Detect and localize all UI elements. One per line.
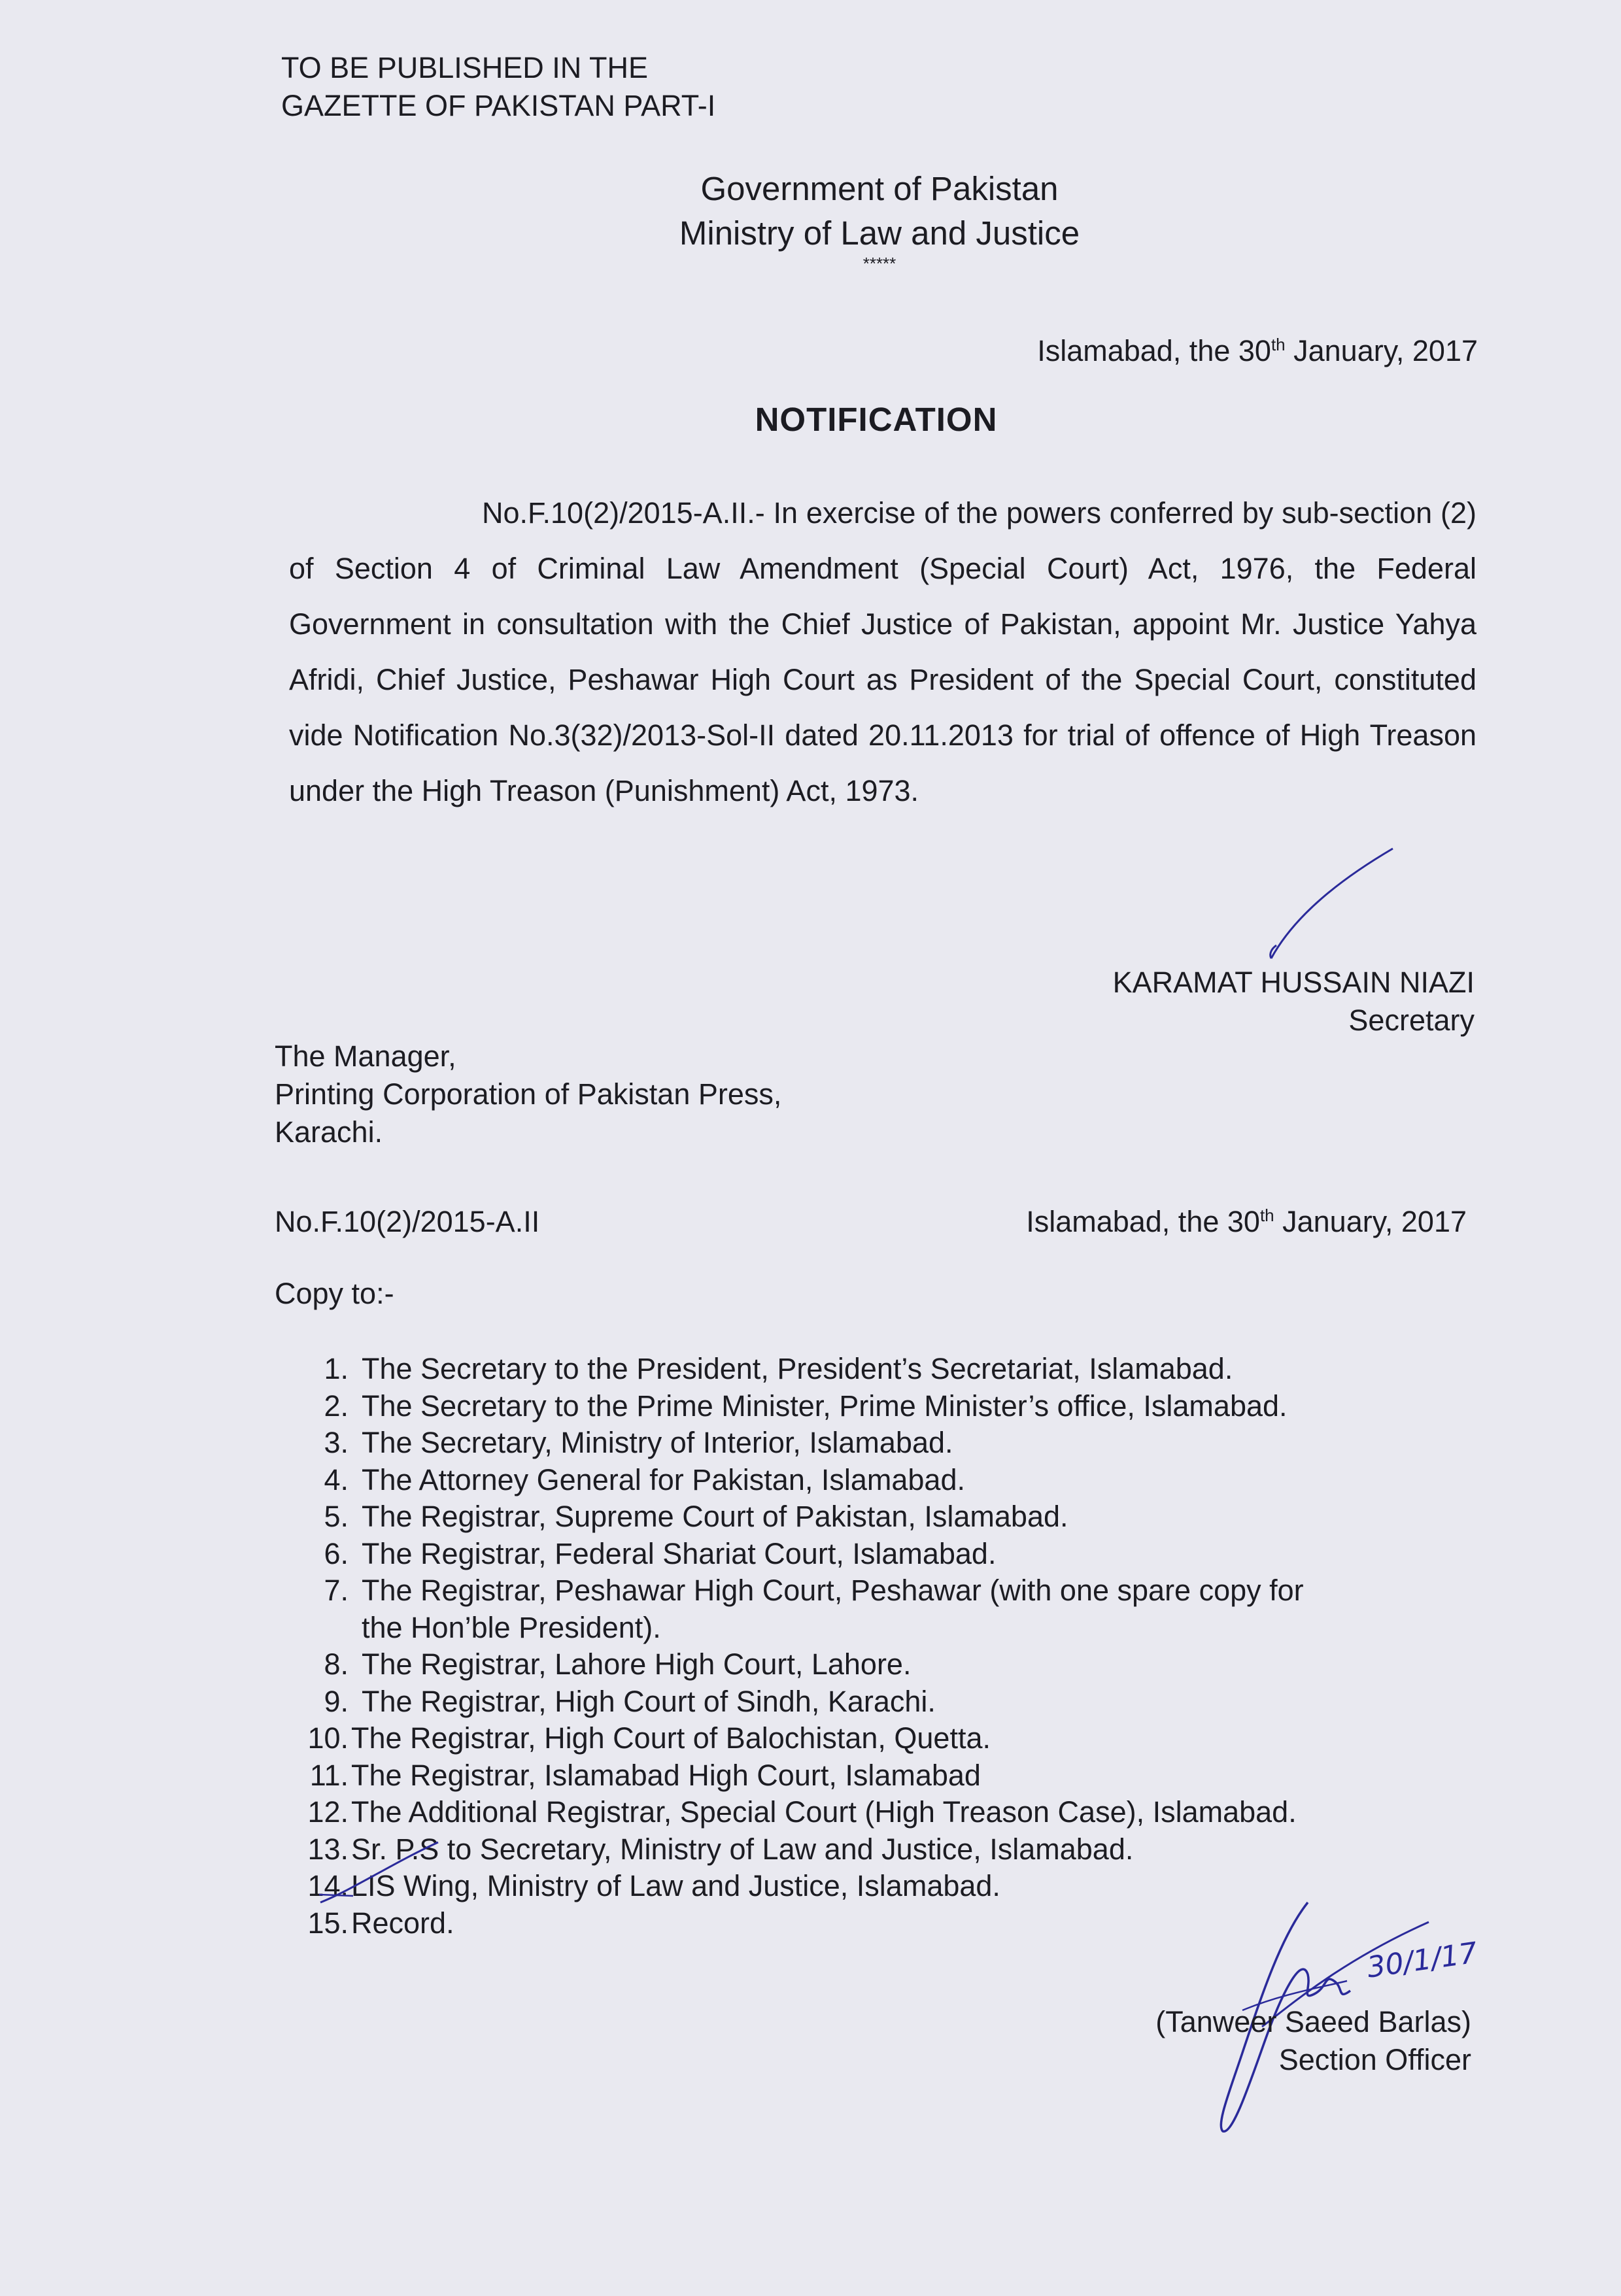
date-prefix: Islamabad, the 30 (1037, 334, 1271, 367)
list-item: 13. Sr. P.S to Secretary, Ministry of Law and Justice, Islamabad. (307, 1832, 1134, 1866)
secretary-designation: Secretary (1348, 1004, 1475, 1037)
list-item: 15. Record. (307, 1906, 454, 1940)
ref-date-sup: th (1259, 1206, 1274, 1225)
ministry-name: Ministry of Law and Justice (679, 214, 1080, 252)
reference-date (850, 1203, 1467, 1241)
notification-date (850, 332, 1478, 370)
ref-date-prefix: Islamabad, the 30 (1026, 1205, 1260, 1238)
gazette-header (281, 49, 715, 125)
addressee-line-2: Printing Corporation of Pakistan Press, (275, 1077, 782, 1111)
list-item: 12. The Additional Registrar, Special Court (High Treason Case), Islamabad. (307, 1795, 1297, 1829)
government-name: Government of Pakistan (700, 170, 1059, 207)
secretary-name: KARAMAT HUSSAIN NIAZI (1112, 966, 1475, 999)
section-officer-name: (Tanweer Saeed Barlas) (1155, 2005, 1471, 2038)
date-sup: th (1271, 335, 1286, 354)
list-item: 3. The Secretary, Ministry of Interior, Islamabad. (324, 1426, 953, 1459)
header-stars: ***** (862, 254, 896, 273)
government-header (615, 167, 1144, 271)
list-item: 14. LIS Wing, Ministry of Law and Justice, Islamabad. (307, 1869, 1000, 1902)
list-item: 2. The Secretary to the Prime Minister, Prime Minister’s office, Islamabad. (324, 1389, 1288, 1423)
list-item: 11. The Registrar, Islamabad High Court, Islamabad (309, 1758, 981, 1792)
list-item: 8. The Registrar, Lahore High Court, Lahore. (324, 1647, 912, 1681)
list-item: 9. The Registrar, High Court of Sindh, Karachi. (324, 1684, 936, 1718)
date-suffix: January, 2017 (1285, 334, 1478, 367)
section-officer-designation: Section Officer (1278, 2043, 1471, 2076)
gazette-line-1: TO BE PUBLISHED IN THE (281, 51, 648, 84)
list-item: 6. The Registrar, Federal Shariat Court, Islamabad. (324, 1536, 997, 1570)
list-item: 10. The Registrar, High Court of Balochistan, Quetta. (307, 1721, 991, 1755)
secretary-block (915, 964, 1475, 1039)
section-officer-block (981, 2003, 1471, 2079)
gazette-line-2: GAZETTE OF PAKISTAN PART-I (281, 89, 716, 122)
list-item: 1. The Secretary to the President, President’s Secretariat, Islamabad. (324, 1352, 1233, 1385)
list-item: 5. The Registrar, Supreme Court of Pakistan, Islamabad. (324, 1500, 1068, 1533)
addressee-line-3: Karachi. (275, 1115, 383, 1149)
reference-number: No.F.10(2)/2015-A.II (275, 1205, 540, 1238)
secretary-signature (1242, 843, 1399, 968)
list-item: 4. The Attorney General for Pakistan, Islamabad. (324, 1462, 965, 1496)
copy-list (299, 1351, 1490, 1942)
addressee-line-1: The Manager, (275, 1039, 456, 1073)
handwritten-date: 30/1/17 (1365, 1936, 1480, 1985)
notification-body: No.F.10(2)/2015-A.II.- In exercise of the powers conferred by sub-section (2) of Section 4 of Criminal Law Amendment (Special Court) Act, 1976, the Federal Government in consultation with the Chief Justice of Pakistan, appoint Mr. Justice Yahya Afridi, Chief Justice, Peshawar High Court as President of the Special Court, constituted vide Notification No.3(32)/2013-Sol-II dated 20.11.2013 for trial of offence of High Treason under the High Treason (Punishment) Act, 1973. (289, 496, 1476, 807)
copy-to-label: Copy to:- (275, 1277, 394, 1310)
addressee-block (275, 1038, 781, 1151)
ref-date-suffix: January, 2017 (1274, 1205, 1467, 1238)
notification-title: NOTIFICATION (755, 401, 998, 438)
list-item: 7. The Registrar, Peshawar High Court, Peshawar (with one spare copy for the Hon’ble President). (324, 1574, 1304, 1644)
